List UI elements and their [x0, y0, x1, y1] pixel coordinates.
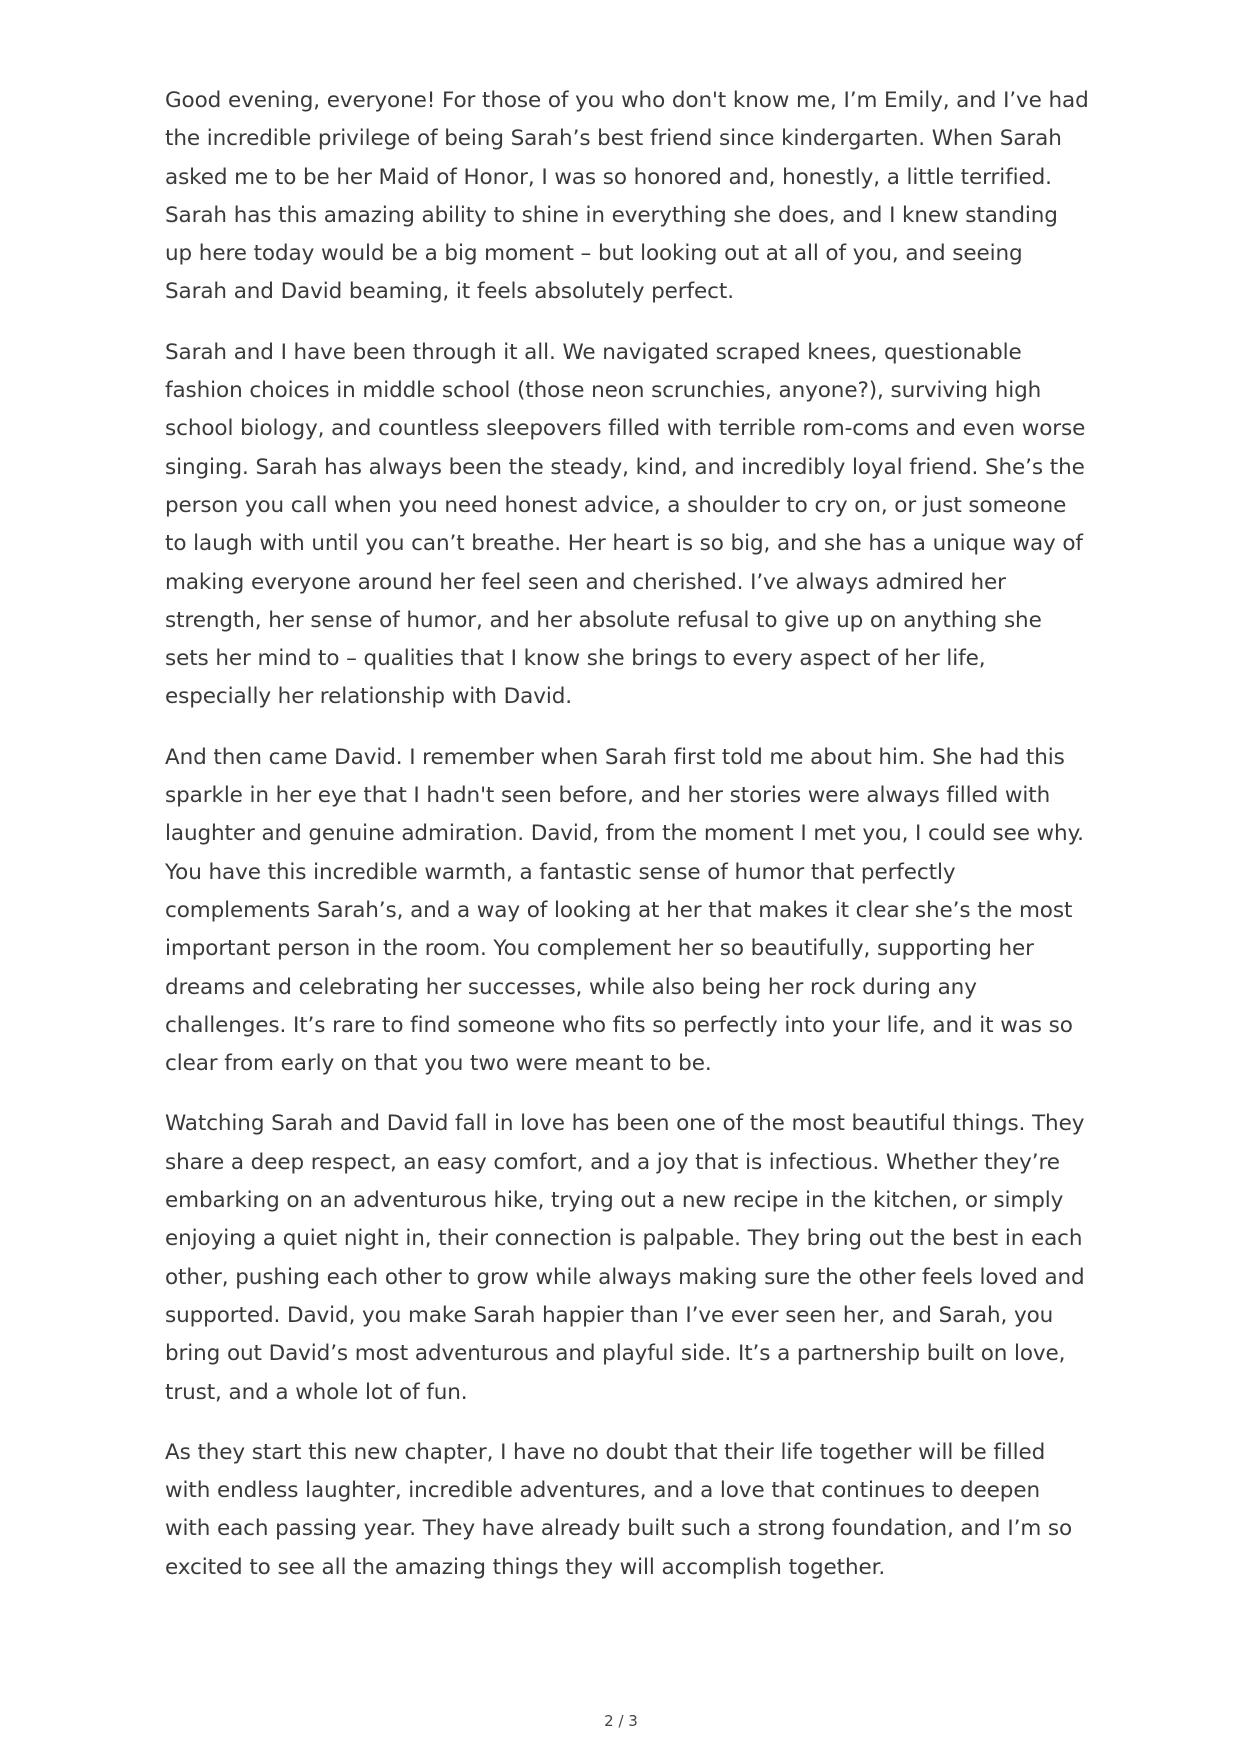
paragraph-david: And then came David. I remember when Sarah first told me about him. She had this sparkle in her eye that I hadn't seen before, and her stories were always filled with laughter and genuine admiration. David, from the moment I met you, I could see why. You have this incredible warmth, a fantastic sense of humor that perfectly complements Sarah’s, and a way of looking at her that makes it clear she’s the most important person in the room. You complement her so beautifully, supporting her dreams and celebrating her successes, while also being her rock during any challenges. It’s rare to find someone who fits so perfectly into your life, and it was so clear from early on that you two were meant to be. — [165, 744, 1084, 1077]
speech-body — [165, 82, 1090, 1609]
paragraph-intro: Good evening, everyone! For those of you who don't know me, I’m Emily, and I’ve had the incredible privilege of being Sarah’s best friend since kindergarten. When Sarah asked me to be her Maid of Honor, I was so honored and, honestly, a little terrified. Sarah has this amazing ability to shine in everything she does, and I knew standing up here today would be a big moment – but looking out at all of you, and seeing Sarah and David beaming, it feels absolutely perfect. — [165, 88, 1089, 305]
paragraph-future: As they start this new chapter, I have no doubt that their life together will be filled with endless laughter, incredible adventures, and a love that continues to deepen with each passing year. They have already built such a strong foundation, and I’m so excited to see all the amazing things they will accomplish together. — [165, 1439, 1073, 1580]
paragraph-friendship: Sarah and I have been through it all. We navigated scraped knees, questionable fashion choices in middle school (those neon scrunchies, anyone?), surviving high school biology, and countless sleepovers filled with terrible rom-coms and even worse singing. Sarah has always been the steady, kind, and incredibly loyal friend. She’s the person you call when you need honest advice, a shoulder to cry on, or just someone to laugh with until you can’t breathe. Her heart is so big, and she has a unique way of making everyone around her feel seen and cherished. I’ve always admired her strength, her sense of humor, and her absolute refusal to give up on anything she sets her mind to – qualities that I know she brings to every aspect of her life, especially her relationship with David. — [165, 339, 1086, 710]
paragraph-love: Watching Sarah and David fall in love has been one of the most beautiful things. They share a deep respect, an easy comfort, and a joy that is infectious. Whether they’re embarking on an adventurous hike, trying out a new recipe in the kitchen, or simply enjoying a quiet night in, their connection is palpable. They bring out the best in each other, pushing each other to grow while always making sure the other feels loved and supported. David, you make Sarah happier than I’ve ever seen her, and Sarah, you bring out David’s most adventurous and playful side. It’s a partnership built on love, trust, and a whole lot of fun. — [165, 1111, 1085, 1405]
page-number: 2 / 3 — [604, 1712, 638, 1730]
